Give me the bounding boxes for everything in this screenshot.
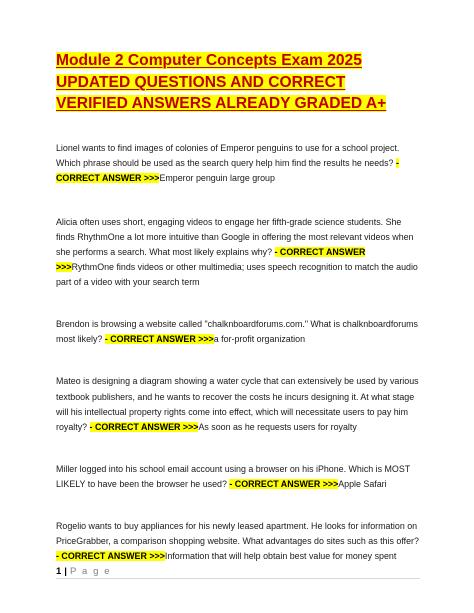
correct-answer-marker: - CORRECT ANSWER >>> [56, 551, 165, 562]
question-text: Miller logged into his school email account using a browser on his iPhone. Which is MOST LIKELY to have been the browser he used? [56, 463, 411, 489]
answer-text: Emperor penguin large group [159, 172, 275, 183]
answer-text: Information that will help obtain best value for money spent [164, 551, 397, 562]
qa-item-2 [56, 215, 420, 290]
document-title [56, 50, 420, 115]
page-number: 1 [56, 566, 62, 577]
question-text: Lionel wants to find images of colonies of Emperor penguins to use for a school project. Which phrase should be used as the search query help him find the results he needs? [56, 142, 400, 168]
document-title-text: Module 2 Computer Concepts Exam 2025 UPDATED QUESTIONS AND CORRECT VERIFIED ANSWERS ALREADY GRADED A+ [56, 52, 387, 112]
correct-answer-marker: - CORRECT ANSWER >>> [89, 421, 199, 432]
question-text: Rogelio wants to buy appliances for his newly leased apartment. He looks for information on PriceGrabber, a comparison shopping website. What advantages do sites such as this offer? [56, 521, 419, 547]
qa-item-4 [56, 374, 420, 434]
correct-answer-marker: - CORRECT ANSWER >>> [229, 478, 339, 489]
correct-answer-marker: - CORRECT ANSWER >>> [56, 246, 366, 273]
answer-text: a for-profit organization [213, 334, 306, 345]
qa-item-3 [56, 317, 420, 347]
question-text: Alicia often uses short, engaging videos to engage her fifth-grade science students. She finds RhythmOne a lot more intuitive than Google in offering the most relevant videos when she performs a search. What most likely explains why? [56, 216, 414, 257]
footer-divider [56, 578, 420, 579]
qa-item-1 [56, 141, 420, 186]
question-text: Mateo is designing a diagram showing a water cycle that can extensively be used by various textbook publishers, and he wants to recover the costs he incurs designing it. At what stage will his intellectual property rights come into effect, which will necessitate users to pay him royalty? [56, 376, 419, 432]
question-text: Brendon is browsing a website called "chalknboardforums.com." What is chalknboardforums most likely? [56, 319, 418, 345]
answer-text: Apple Safari [338, 478, 387, 489]
correct-answer-marker: - CORRECT ANSWER >>> [104, 334, 214, 345]
page-label: P a g e [69, 566, 112, 577]
qa-item-5 [56, 462, 420, 492]
qa-item-6 [56, 519, 420, 564]
answer-text: RythmOne finds videos or other multimedia; uses speech recognition to match the audio part of a video with your search term [56, 262, 418, 288]
answer-text: As soon as he requests users for royalty [198, 421, 357, 432]
page-footer [56, 566, 111, 577]
footer-separator: | [64, 566, 67, 577]
correct-answer-marker: - CORRECT ANSWER >>> [56, 157, 399, 183]
